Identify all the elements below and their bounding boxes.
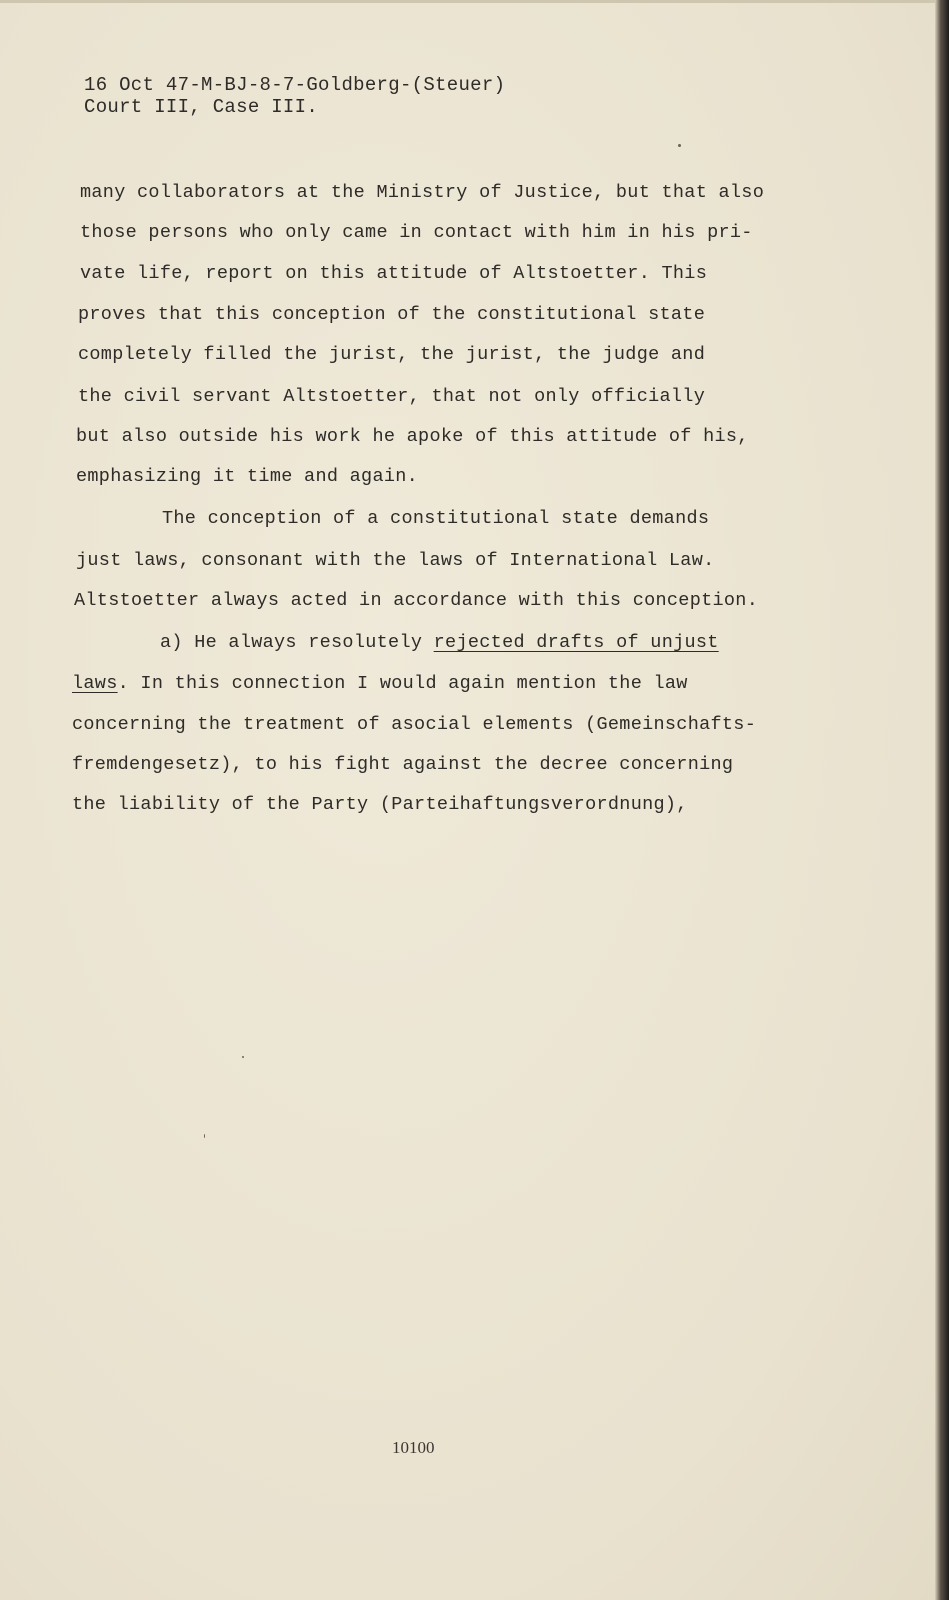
item-a-continuation [72,673,688,694]
body-line: those persons who only came in contact with him in his pri- [80,222,753,243]
body-line: just laws, consonant with the laws of International Law. [76,550,715,571]
body-line: the civil servant Altstoetter, that not only officially [78,386,706,407]
page-number: 10100 [392,1438,435,1457]
paper-speck [678,144,681,147]
paper-speck [242,1056,244,1058]
item-a-underlined-text-end: laws [72,673,118,694]
body-line: the liability of the Party (Parteihaftungsverordnung), [72,794,688,815]
page-top-edge [0,0,949,3]
item-a-prefix: a) He always resolutely [160,632,434,653]
page-right-edge [935,0,949,1600]
item-a-line [160,632,719,653]
body-line: proves that this conception of the constitutional state [78,304,706,325]
body-line: concerning the treatment of asocial elements (Gemeinschafts- [72,714,757,735]
body-line: but also outside his work he apoke of this attitude of his, [76,426,749,447]
item-a-underlined-text: rejected drafts of unjust [433,632,719,653]
body-line: completely filled the jurist, the jurist, the judge and [78,344,706,365]
header-court-case: Court III, Case III. [84,96,319,118]
item-a-rest: . In this connection I would again mention the law [117,673,688,694]
body-line: many collaborators at the Ministry of Justice, but that also [80,182,765,203]
body-line: Altstoetter always acted in accordance with this conception. [74,590,759,611]
header-reference: 16 Oct 47-M-BJ-8-7-Goldberg-(Steuer) [84,74,506,96]
paragraph-opening-line: The conception of a constitutional state demands [162,508,710,529]
body-line: fremdengesetz), to his fight against the decree concerning [72,754,734,775]
body-line: emphasizing it time and again. [76,466,419,487]
paper-speck [204,1134,205,1138]
body-line: vate life, report on this attitude of Altstoetter. This [80,263,708,284]
